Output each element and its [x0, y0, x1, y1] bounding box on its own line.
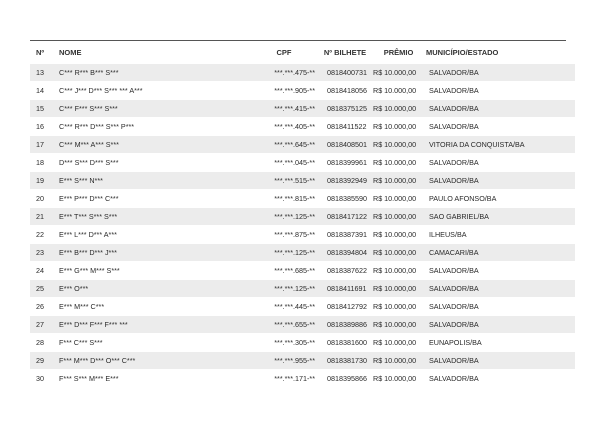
row-city: PAULO AFONSO/BA	[426, 190, 575, 208]
row-city: SALVADOR/BA	[426, 172, 575, 190]
row-name: F*** C*** S***	[56, 334, 249, 352]
row-cpf: ***.***.655-**	[249, 316, 319, 334]
row-name: F*** M*** D*** O*** C***	[56, 352, 249, 370]
row-prize: R$ 10.000,00	[371, 154, 426, 172]
row-name: E*** G*** M*** S***	[56, 262, 249, 280]
table-row	[30, 64, 575, 82]
row-ticket: 0818385590	[319, 190, 371, 208]
row-city: SALVADOR/BA	[426, 82, 575, 100]
row-number: 28	[30, 334, 56, 352]
row-city: SALVADOR/BA	[426, 370, 575, 388]
row-ticket: 0818418056	[319, 82, 371, 100]
row-ticket: 0818400731	[319, 64, 371, 82]
row-ticket: 0818375125	[319, 100, 371, 118]
row-name: E*** P*** D*** C***	[56, 190, 249, 208]
table-row	[30, 352, 575, 370]
row-number: 18	[30, 154, 56, 172]
row-prize: R$ 10.000,00	[371, 262, 426, 280]
table-row	[30, 82, 575, 100]
row-prize: R$ 10.000,00	[371, 316, 426, 334]
table-row	[30, 280, 575, 298]
row-city: SALVADOR/BA	[426, 64, 575, 82]
row-prize: R$ 10.000,00	[371, 244, 426, 262]
row-cpf: ***.***.045-**	[249, 154, 319, 172]
row-cpf: ***.***.815-**	[249, 190, 319, 208]
row-name: E*** L*** D*** A***	[56, 226, 249, 244]
row-prize: R$ 10.000,00	[371, 298, 426, 316]
row-prize: R$ 10.000,00	[371, 226, 426, 244]
table-row	[30, 334, 575, 352]
row-number: 23	[30, 244, 56, 262]
row-prize: R$ 10.000,00	[371, 370, 426, 388]
row-ticket: 0818412792	[319, 298, 371, 316]
row-number: 21	[30, 208, 56, 226]
row-number: 26	[30, 298, 56, 316]
row-city: SALVADOR/BA	[426, 262, 575, 280]
row-number: 22	[30, 226, 56, 244]
row-name: C*** R*** B*** S***	[56, 64, 249, 82]
row-name: E*** S*** N***	[56, 172, 249, 190]
row-name: E*** D*** F*** F*** ***	[56, 316, 249, 334]
winners-table	[30, 41, 575, 387]
row-number: 19	[30, 172, 56, 190]
row-number: 27	[30, 316, 56, 334]
row-prize: R$ 10.000,00	[371, 280, 426, 298]
row-ticket: 0818411522	[319, 118, 371, 136]
row-city: SAO GABRIEL/BA	[426, 208, 575, 226]
row-city: CAMACARI/BA	[426, 244, 575, 262]
row-cpf: ***.***.125-**	[249, 244, 319, 262]
row-ticket: 0818394804	[319, 244, 371, 262]
row-ticket: 0818392949	[319, 172, 371, 190]
table-row	[30, 172, 575, 190]
row-ticket: 0818395866	[319, 370, 371, 388]
table-row	[30, 136, 575, 154]
row-city: SALVADOR/BA	[426, 118, 575, 136]
table-row	[30, 370, 575, 388]
row-cpf: ***.***.445-**	[249, 298, 319, 316]
row-prize: R$ 10.000,00	[371, 190, 426, 208]
row-prize: R$ 10.000,00	[371, 352, 426, 370]
table-row	[30, 190, 575, 208]
row-number: 17	[30, 136, 56, 154]
row-ticket: 0818411691	[319, 280, 371, 298]
row-ticket: 0818381600	[319, 334, 371, 352]
row-prize: R$ 10.000,00	[371, 136, 426, 154]
row-name: C*** R*** D*** S*** P***	[56, 118, 249, 136]
row-name: E*** T*** S*** S***	[56, 208, 249, 226]
row-number: 30	[30, 370, 56, 388]
row-name: F*** S*** M*** E***	[56, 370, 249, 388]
row-ticket: 0818417122	[319, 208, 371, 226]
row-cpf: ***.***.515-**	[249, 172, 319, 190]
row-ticket: 0818408501	[319, 136, 371, 154]
row-ticket: 0818389886	[319, 316, 371, 334]
table-row	[30, 154, 575, 172]
row-city: VITORIA DA CONQUISTA/BA	[426, 136, 575, 154]
header-prize: PRÊMIO	[383, 47, 414, 57]
row-number: 13	[30, 64, 56, 82]
table-row	[30, 244, 575, 262]
row-name: C*** F*** S*** S***	[56, 100, 249, 118]
row-number: 25	[30, 280, 56, 298]
row-prize: R$ 10.000,00	[371, 100, 426, 118]
row-name: E*** M*** C***	[56, 298, 249, 316]
row-city: EUNAPOLIS/BA	[426, 334, 575, 352]
header-city: MUNICÍPIO/ESTADO	[426, 47, 499, 57]
table-row	[30, 118, 575, 136]
row-name: C*** J*** D*** S*** *** A***	[56, 82, 249, 100]
row-prize: R$ 10.000,00	[371, 118, 426, 136]
row-city: SALVADOR/BA	[426, 316, 575, 334]
table-header-row	[30, 41, 575, 64]
table-row	[30, 226, 575, 244]
table-row	[30, 298, 575, 316]
row-cpf: ***.***.305-**	[249, 334, 319, 352]
row-cpf: ***.***.405-**	[249, 118, 319, 136]
row-ticket: 0818387622	[319, 262, 371, 280]
row-cpf: ***.***.685-**	[249, 262, 319, 280]
header-number: Nº	[36, 47, 45, 57]
row-number: 24	[30, 262, 56, 280]
row-number: 14	[30, 82, 56, 100]
row-city: SALVADOR/BA	[426, 298, 575, 316]
row-name: D*** S*** D*** S***	[56, 154, 249, 172]
row-ticket: 0818381730	[319, 352, 371, 370]
row-cpf: ***.***.645-**	[249, 136, 319, 154]
row-cpf: ***.***.125-**	[249, 208, 319, 226]
row-name: E*** B*** D*** J***	[56, 244, 249, 262]
row-city: SALVADOR/BA	[426, 100, 575, 118]
row-cpf: ***.***.415-**	[249, 100, 319, 118]
row-number: 16	[30, 118, 56, 136]
row-prize: R$ 10.000,00	[371, 64, 426, 82]
row-number: 20	[30, 190, 56, 208]
header-ticket: Nº BILHETE	[323, 47, 367, 57]
row-city: SALVADOR/BA	[426, 280, 575, 298]
table-row	[30, 316, 575, 334]
row-number: 15	[30, 100, 56, 118]
table-row	[30, 208, 575, 226]
row-name: E*** O***	[56, 280, 249, 298]
row-cpf: ***.***.125-**	[249, 280, 319, 298]
row-city: ILHEUS/BA	[426, 226, 575, 244]
row-cpf: ***.***.475-**	[249, 64, 319, 82]
row-number: 29	[30, 352, 56, 370]
row-city: SALVADOR/BA	[426, 352, 575, 370]
row-prize: R$ 10.000,00	[371, 208, 426, 226]
row-name: C*** M*** A*** S***	[56, 136, 249, 154]
row-ticket: 0818399961	[319, 154, 371, 172]
row-prize: R$ 10.000,00	[371, 334, 426, 352]
row-cpf: ***.***.875-**	[249, 226, 319, 244]
table-row	[30, 262, 575, 280]
row-city: SALVADOR/BA	[426, 154, 575, 172]
header-cpf: CPF	[276, 47, 292, 57]
row-prize: R$ 10.000,00	[371, 82, 426, 100]
table-body	[30, 64, 575, 388]
row-ticket: 0818387391	[319, 226, 371, 244]
row-cpf: ***.***.955-**	[249, 352, 319, 370]
row-cpf: ***.***.905-**	[249, 82, 319, 100]
row-prize: R$ 10.000,00	[371, 172, 426, 190]
table-row	[30, 100, 575, 118]
header-name: NOME	[59, 47, 82, 57]
row-cpf: ***.***.171-**	[249, 370, 319, 388]
